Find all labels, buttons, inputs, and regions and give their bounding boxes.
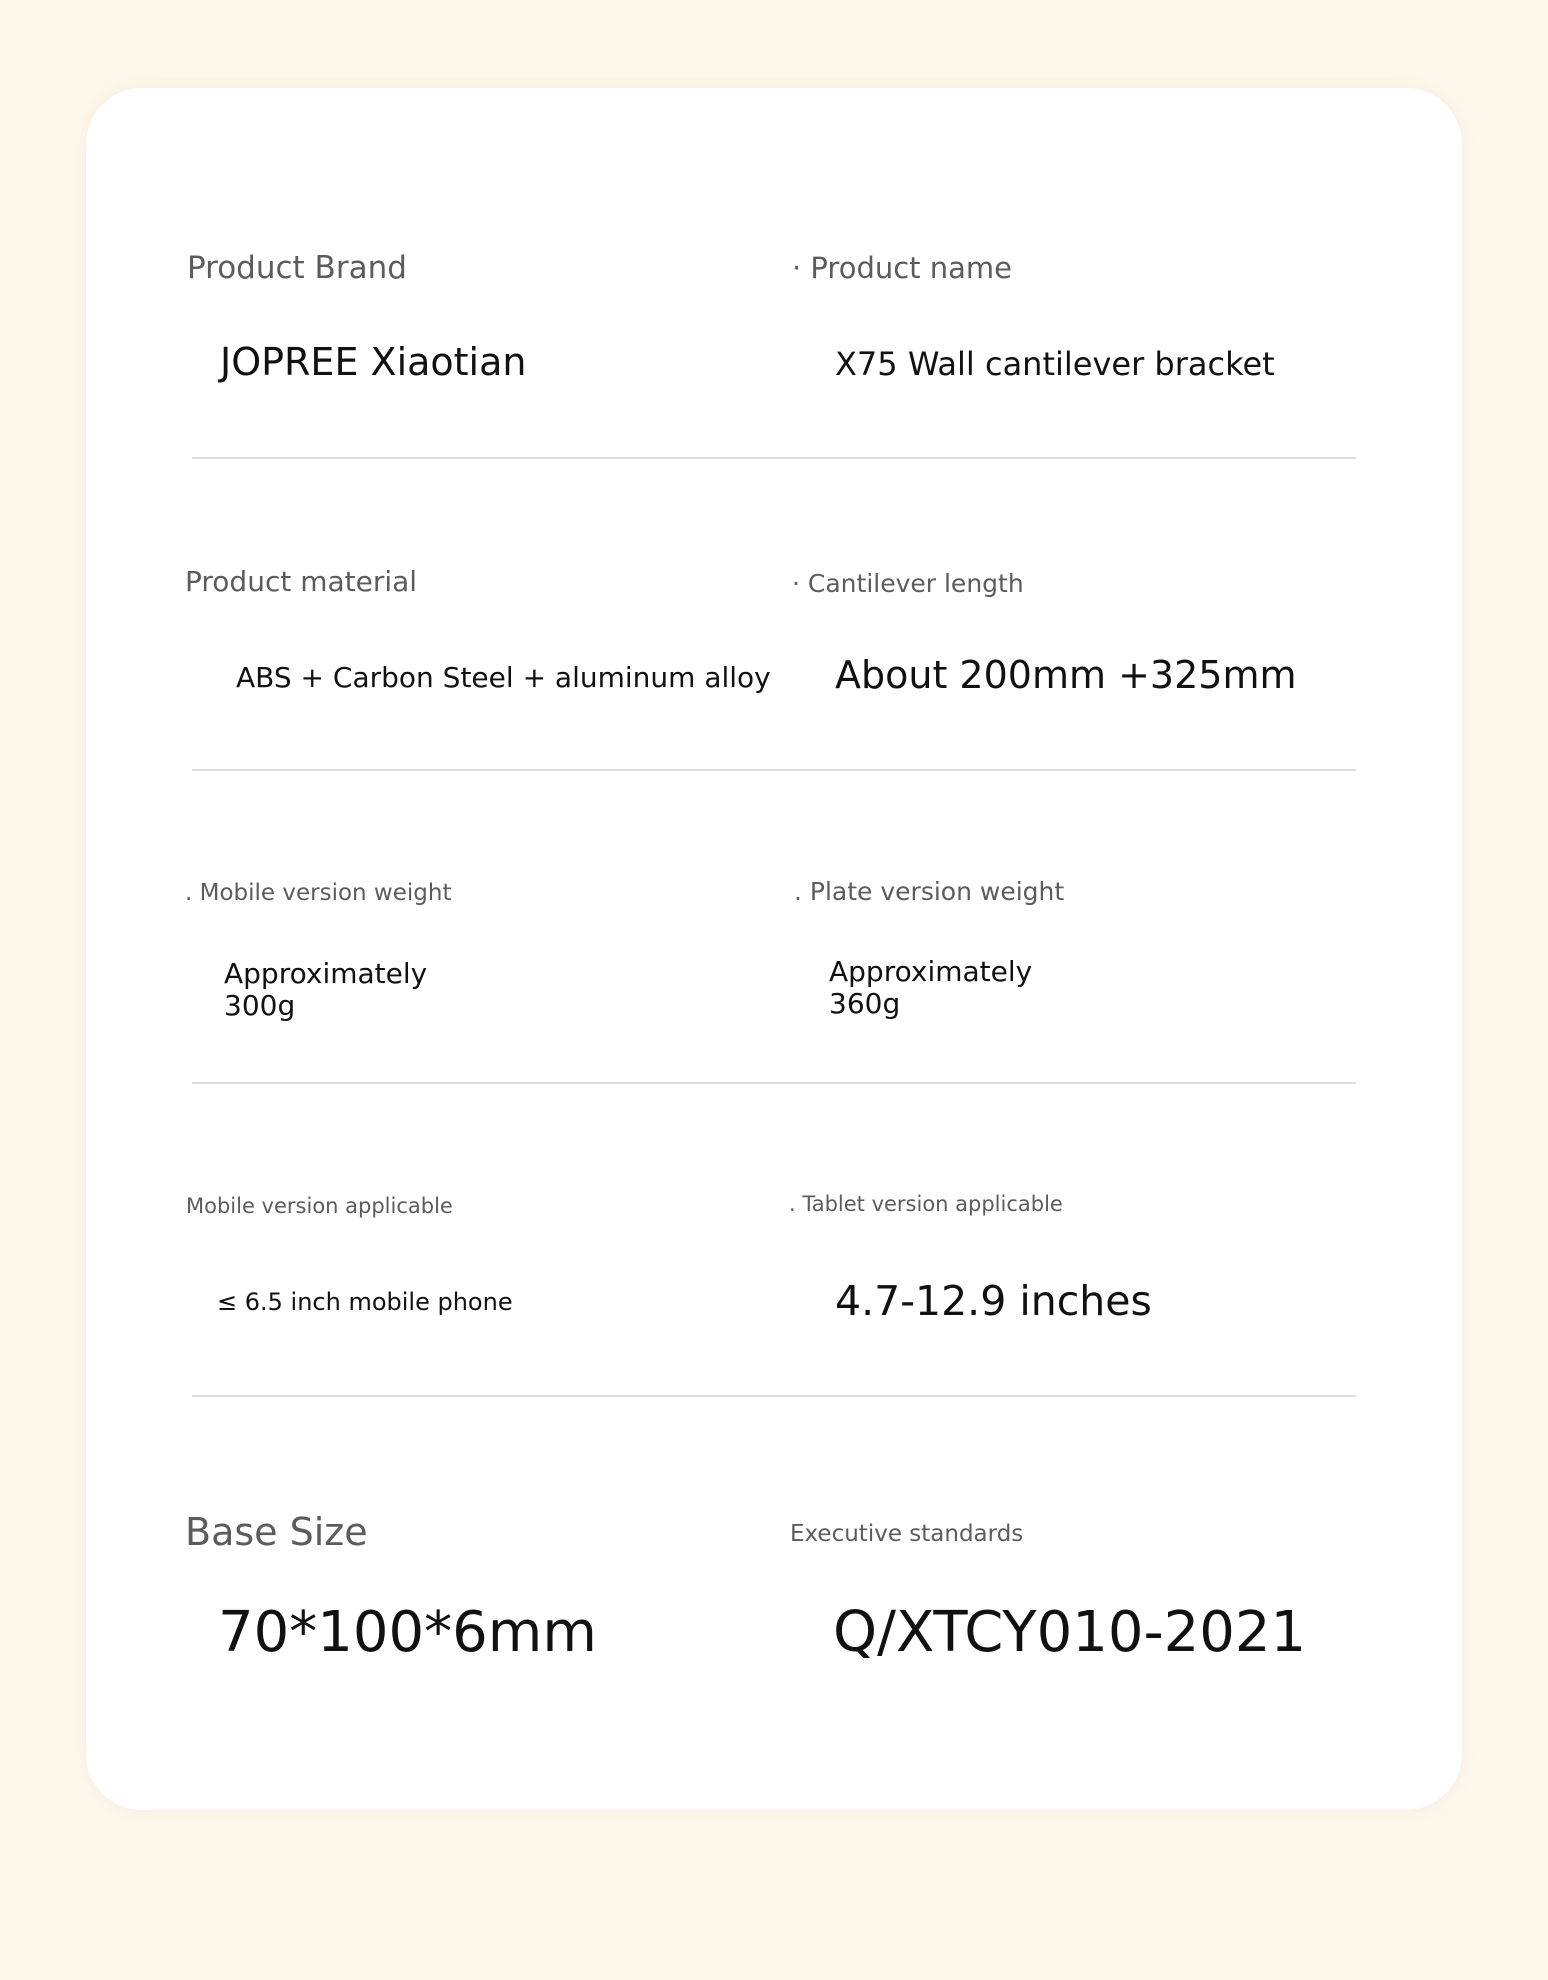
product-name-value: X75 Wall cantilever bracket — [835, 345, 1275, 383]
cantilever-length-label: · Cantilever length — [792, 569, 1024, 598]
mobile-applicable-label: Mobile version applicable — [186, 1194, 453, 1218]
mobile-weight-line1: Approximately — [224, 957, 428, 990]
base-size-value: 70*100*6mm — [218, 1600, 597, 1665]
plate-weight-line2: 360g — [829, 987, 901, 1020]
cantilever-length-value: About 200mm +325mm — [835, 653, 1297, 697]
row-divider — [192, 457, 1356, 459]
product-material-value: ABS + Carbon Steel + aluminum alloy — [236, 661, 771, 694]
plate-weight-line1: Approximately — [829, 955, 1033, 988]
base-size-label: Base Size — [185, 1510, 368, 1554]
mobile-applicable-value: ≤ 6.5 inch mobile phone — [217, 1288, 513, 1316]
plate-weight-label: . Plate version weight — [794, 877, 1065, 906]
plate-weight-value — [829, 956, 1032, 1020]
executive-standards-value: Q/XTCY010-2021 — [833, 1600, 1307, 1665]
row-divider — [192, 1395, 1356, 1397]
product-material-label: Product material — [185, 565, 418, 598]
product-name-label: · Product name — [792, 251, 1013, 285]
mobile-weight-line2: 300g — [224, 989, 296, 1022]
tablet-applicable-value: 4.7-12.9 inches — [835, 1277, 1152, 1325]
mobile-weight-value — [224, 958, 427, 1022]
executive-standards-label: Executive standards — [790, 1521, 1024, 1547]
row-divider — [192, 769, 1356, 771]
product-brand-value: JOPREE Xiaotian — [220, 340, 527, 384]
row-divider — [192, 1082, 1356, 1084]
tablet-applicable-label: . Tablet version applicable — [789, 1192, 1063, 1216]
product-brand-label: Product Brand — [187, 250, 407, 286]
mobile-weight-label: . Mobile version weight — [185, 880, 452, 906]
